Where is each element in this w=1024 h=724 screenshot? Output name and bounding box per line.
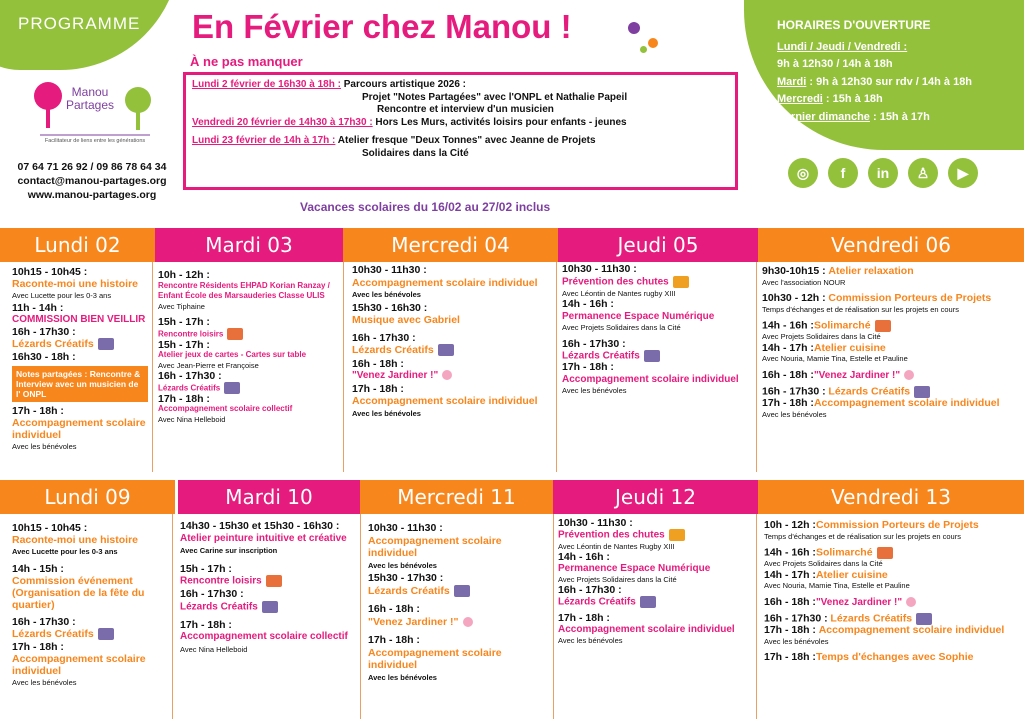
day-column-mardi-10 [180, 520, 356, 656]
day-column-jeudi-05 [562, 264, 754, 397]
activity: Accompagnement scolaire individuel [558, 624, 735, 635]
time: 15h - 17h : [180, 562, 232, 575]
activity: Accompagnement scolaire individuel [352, 395, 538, 407]
activity: Lézards Créatifs [558, 596, 636, 608]
logo-tagline: Facilitateur de liens entre les générations [44, 138, 146, 144]
day-header: Jeudi 12 [553, 480, 758, 514]
basket-icon [877, 547, 893, 559]
warning-icon [669, 529, 685, 541]
day-header: Mercredi 04 [343, 228, 558, 262]
host: Avec les bénévoles [12, 678, 77, 687]
hours-days-2: Mardi [777, 75, 807, 88]
day-header: Jeudi 05 [558, 228, 758, 262]
palette-icon [262, 601, 278, 613]
host: Avec Léontin de Nantes Rugby XIII [558, 542, 675, 551]
time: 17h - 18h : [558, 612, 610, 624]
activity: Commission événement (Organisation de la fête du quartier) [12, 575, 145, 611]
day-header: Mardi 03 [155, 228, 343, 262]
time: 16h - 18h : [368, 603, 420, 615]
palette-icon [644, 350, 660, 362]
activity: Atelier jeux de cartes - Cartes sur table [158, 350, 307, 360]
host: Avec Jean-Pierre et Françoise [158, 360, 259, 370]
activity: Lézards Créatifs [368, 584, 450, 597]
host: Avec les bénévoles [352, 408, 421, 418]
time: 14h - 16h : [764, 546, 816, 559]
palette-icon [98, 338, 114, 350]
decor-dot [648, 38, 658, 48]
activity: Solimarché [813, 319, 871, 332]
host: Avec l'association NOUR [762, 277, 846, 287]
time: 17h - 18h : [352, 382, 404, 395]
divider [152, 262, 153, 472]
time: 15h - 17h : [158, 316, 210, 328]
note-box: Notes partagées : Rencontre & Interview avec un musicien de l' ONPL [12, 366, 148, 402]
host: Avec les bénévoles [562, 386, 627, 396]
activity: "Venez Jardiner !" [368, 615, 459, 628]
activity: Prévention des chutes [558, 529, 665, 541]
event-title: Atelier fresque "Deux Tonnes" avec Jeanne de Projets [335, 135, 596, 146]
divider [343, 262, 344, 472]
divider [756, 514, 757, 719]
subtitle: À ne pas manquer [190, 54, 303, 69]
phone: 07 64 71 26 92 / 09 86 78 64 34 [17, 161, 167, 173]
activity: Lézards Créatifs [12, 338, 94, 350]
day-header: Vendredi 13 [758, 480, 1024, 514]
day-column-lundi-02 [12, 266, 148, 453]
activity: Accompagnement scolaire collectif [180, 631, 348, 643]
time: 10h30 - 11h30 : [562, 263, 637, 275]
activity: Lézards Créatifs [830, 612, 913, 625]
time: 14h - 17h : [764, 568, 816, 581]
palette-icon [438, 344, 454, 356]
activity: Accompagnement scolaire individuel [818, 624, 1005, 637]
website[interactable]: www.manou-partages.org [27, 189, 157, 201]
event-detail: Projet "Notes Partagées" avec l'ONPL et Nathalie Papeil [362, 91, 628, 103]
activity: Accompagnement scolaire individuel [562, 373, 739, 385]
hours-time-3: : 15h à 18h [822, 93, 883, 105]
logo [30, 78, 160, 153]
day-header: Mercredi 11 [360, 480, 553, 514]
host: Avec les bénévoles [558, 636, 623, 645]
time: 17h - 18h : [12, 641, 64, 653]
time: 14h - 16h : [562, 298, 614, 311]
divider [756, 262, 757, 472]
highlight-events [183, 72, 738, 190]
day-header: Mardi 10 [178, 480, 360, 514]
time: 16h - 17h30 : [762, 385, 826, 398]
hours-days-1: Lundi / Jeudi / Vendredi : [777, 40, 908, 53]
decor-dot [628, 22, 640, 34]
flower-icon [442, 370, 452, 380]
activity: Accompagnement scolaire individuel [12, 417, 146, 441]
time: 16h - 18h : [764, 595, 816, 608]
time: 16h - 17h30 : [558, 584, 622, 596]
day-column-vendredi-06 [762, 266, 1020, 420]
logo-name2: Partages [66, 98, 115, 112]
time: 9h30-10h15 : [762, 265, 826, 277]
event-detail: Rencontre et interview d'un musicien [377, 104, 554, 115]
activity: Lézards Créatifs [828, 385, 911, 398]
time: 14h - 17h : [762, 341, 814, 354]
facebook-icon[interactable]: f [828, 158, 858, 188]
activity: Commission Porteurs de Projets [828, 292, 992, 304]
time: 14h - 15h : [12, 563, 64, 575]
time: 15h30 - 16h30 : [352, 301, 428, 314]
host: Avec les bénévoles [762, 409, 827, 419]
time: 10h15 - 10h45 : [12, 266, 88, 278]
time: 16h - 17h30 : [562, 337, 626, 350]
palette-icon [98, 628, 114, 640]
time: 10h - 12h : [764, 519, 816, 531]
activity: Accompagnement scolaire individuel [352, 276, 538, 289]
opening-hours [777, 17, 972, 126]
day-column-vendredi-13 [764, 520, 1020, 664]
hours-days-3: Mercredi [777, 93, 823, 105]
time: 17h - 18h : [158, 392, 210, 405]
programme-label: PROGRAMME [18, 14, 141, 33]
school-holidays: Vacances scolaires du 16/02 au 27/02 inclus [300, 200, 551, 214]
time: 17h - 18h : [762, 397, 814, 410]
activity: Accompagnement scolaire individuel [368, 646, 502, 671]
divider [556, 262, 557, 472]
activity: "Venez Jardiner !" [352, 370, 439, 381]
hours-time-4: : 15h à 17h [869, 110, 930, 123]
flower-icon [904, 370, 914, 380]
time: 16h - 17h30 : [764, 612, 828, 625]
host: Avec Carine sur inscription [180, 546, 278, 555]
time: 10h15 - 10h45 : [12, 522, 88, 534]
activity: Accompagnement scolaire individuel [368, 534, 502, 559]
logo-name: Manou [71, 85, 109, 99]
activity: "Venez Jardiner !" [813, 369, 901, 381]
time: 15h30 - 17h30 : [368, 572, 444, 584]
activity: Prévention des chutes [562, 276, 669, 288]
host: Avec Nouria, Mamie Tina, Estelle et Pauline [762, 354, 908, 364]
cards-icon [227, 328, 243, 340]
activity: Permanence Espace Numérique [558, 563, 711, 574]
activity: Lézards Créatifs [562, 350, 640, 362]
cards-icon [266, 575, 282, 587]
activity: Raconte-moi une histoire [12, 534, 139, 546]
palette-icon [224, 382, 240, 394]
host: Temps d'échanges et de réalisation sur les projets en cours [764, 531, 961, 541]
activity: Lézards Créatifs [180, 601, 258, 613]
social-links [788, 158, 978, 188]
activity: Lézards Créatifs [352, 344, 434, 356]
time: 10h30 - 12h : [762, 292, 826, 304]
day-column-jeudi-12 [558, 518, 754, 646]
activity: Atelier peinture intuitive et créative [180, 532, 347, 544]
host: Temps d'échanges et de réalisation sur les projets en cours [762, 304, 959, 314]
hours-days-4: Dernier dimanche [777, 110, 870, 123]
activity: Atelier cuisine [813, 341, 886, 354]
time: 16h30 - 18h : [12, 351, 76, 363]
activity: Accompagnement scolaire collectif [158, 404, 293, 414]
day-column-mardi-03 [158, 270, 340, 425]
host: Avec les bénévoles [764, 636, 829, 646]
host: Avec Nouria, Mamie Tina, Estelle et Pauline [764, 581, 910, 591]
linkedin-icon[interactable]: in [868, 158, 898, 188]
warning-icon [673, 276, 689, 288]
host: Avec Léontin de Nantes rugby XIII [562, 288, 676, 298]
activity: Rencontre Résidents EHPAD Korian Ranzay / Enfant École des Marsauderies Classe ULIS [158, 280, 330, 300]
host: Avec les bénévoles [12, 442, 77, 451]
time: 16h - 18h : [762, 368, 814, 381]
host: Avec Nina Helleboid [158, 414, 226, 424]
time: 10h30 - 11h30 : [558, 517, 633, 529]
hours-title: HORAIRES D'OUVERTURE [777, 18, 931, 32]
host: Avec Projets Solidaires dans la Cité [562, 323, 681, 333]
activity: Atelier cuisine [815, 568, 888, 581]
activity: Temps d'échanges avec Sophie [815, 651, 974, 664]
activity: Rencontre loisirs [180, 575, 262, 587]
host: Avec les bénévoles [352, 290, 421, 299]
snapchat-icon[interactable]: ♙ [908, 158, 938, 188]
activity: Rencontre loisirs [158, 329, 224, 339]
host: Avec Tiphaine [158, 301, 205, 311]
time: 16h - 17h30 : [180, 588, 244, 601]
divider [553, 514, 554, 719]
day-column-mercredi-04 [352, 264, 552, 420]
contact-block [12, 160, 172, 202]
host: Avec Lucette pour les 0-3 ans [12, 291, 112, 300]
activity: Commission Porteurs de Projets [815, 519, 979, 531]
youtube-icon[interactable]: ▶ [948, 158, 978, 188]
flower-icon [463, 617, 473, 627]
divider [360, 514, 361, 719]
time: 16h - 17h30 : [12, 326, 76, 338]
event-date: Vendredi 20 février de 14h30 à 17h30 : [192, 116, 373, 128]
time: 14h - 16h : [558, 551, 610, 563]
time: 17h - 18h : [180, 618, 232, 631]
flower-icon [906, 597, 916, 607]
decor-dot [640, 46, 647, 53]
time: 16h - 17h30 : [12, 616, 76, 628]
host: Avec Projets Solidaires dans la Cité [558, 575, 677, 584]
palette-icon [640, 596, 656, 608]
host: Avec Nina Helleboid [180, 644, 248, 654]
event-date: Lundi 23 février de 14h à 17h : [192, 135, 336, 146]
day-header: Lundi 02 [0, 228, 155, 262]
time: 17h - 18h : [368, 634, 420, 646]
time: 10h30 - 11h30 : [368, 522, 443, 534]
activity: "Venez Jardiner !" [815, 596, 903, 608]
activity: Permanence Espace Numérique [562, 310, 715, 322]
day-header: Lundi 09 [0, 480, 175, 514]
host: Avec Lucette pour les 0-3 ans [12, 547, 118, 556]
host: Avec les bénévoles [368, 672, 437, 682]
activity: Atelier relaxation [828, 265, 914, 277]
time: 16h - 18h : [352, 357, 404, 370]
activity: Solimarché [815, 546, 873, 559]
activity: Accompagnement scolaire individuel [12, 653, 146, 677]
hours-time-1: 9h à 12h30 / 14h à 18h [777, 58, 893, 70]
time: 10h30 - 11h30 : [352, 264, 427, 276]
activity: Raconte-moi une histoire [12, 278, 139, 290]
host: Avec Projets Solidaires dans la Cité [764, 559, 883, 569]
instagram-icon[interactable]: ◎ [788, 158, 818, 188]
time: 14h30 - 15h30 et 15h30 - 16h30 : [180, 520, 340, 532]
time: 17h - 18h : [12, 405, 64, 417]
event-detail: Solidaires dans la Cité [362, 147, 469, 159]
time: 16h - 17h30 : [352, 331, 416, 344]
activity: Musique avec Gabriel [352, 314, 460, 326]
activity: Accompagnement scolaire individuel [813, 397, 1000, 410]
time: 11h - 14h : [12, 302, 64, 314]
day-column-mercredi-11 [368, 522, 550, 684]
time: 14h - 16h : [762, 319, 814, 332]
event-date: Lundi 2 février de 16h30 à 18h : [192, 79, 341, 90]
hours-time-2: : 9h à 12h30 sur rdv / 14h à 18h [806, 75, 973, 88]
event-title: Parcours artistique 2026 : [340, 79, 467, 90]
activity: Lézards Créatifs [12, 628, 94, 640]
email[interactable]: contact@manou-partages.org [17, 175, 167, 187]
time: 15h - 17h : [158, 338, 210, 351]
time: 10h - 12h : [158, 269, 210, 281]
time: 17h - 18h : [764, 651, 816, 664]
activity: COMMISSION BIEN VEILLIR [12, 314, 146, 325]
palette-icon [454, 585, 470, 597]
corner-shape-left [0, 0, 180, 70]
time: 17h - 18h : [764, 624, 816, 637]
day-column-lundi-09 [12, 522, 168, 689]
basket-icon [875, 320, 891, 332]
host: Avec les bénévoles [368, 560, 437, 570]
time: 17h - 18h : [562, 361, 614, 374]
divider [172, 514, 173, 719]
host: Avec Projets Solidaires dans la Cité [762, 332, 881, 342]
activity: Lézards Créatifs [158, 383, 221, 393]
time: 16h - 17h30 : [158, 370, 222, 383]
day-header: Vendredi 06 [758, 228, 1024, 262]
event-title: Hors Les Murs, activités loisirs pour enfants - jeunes [372, 116, 627, 128]
page-title: En Février chez Manou ! [192, 8, 572, 45]
